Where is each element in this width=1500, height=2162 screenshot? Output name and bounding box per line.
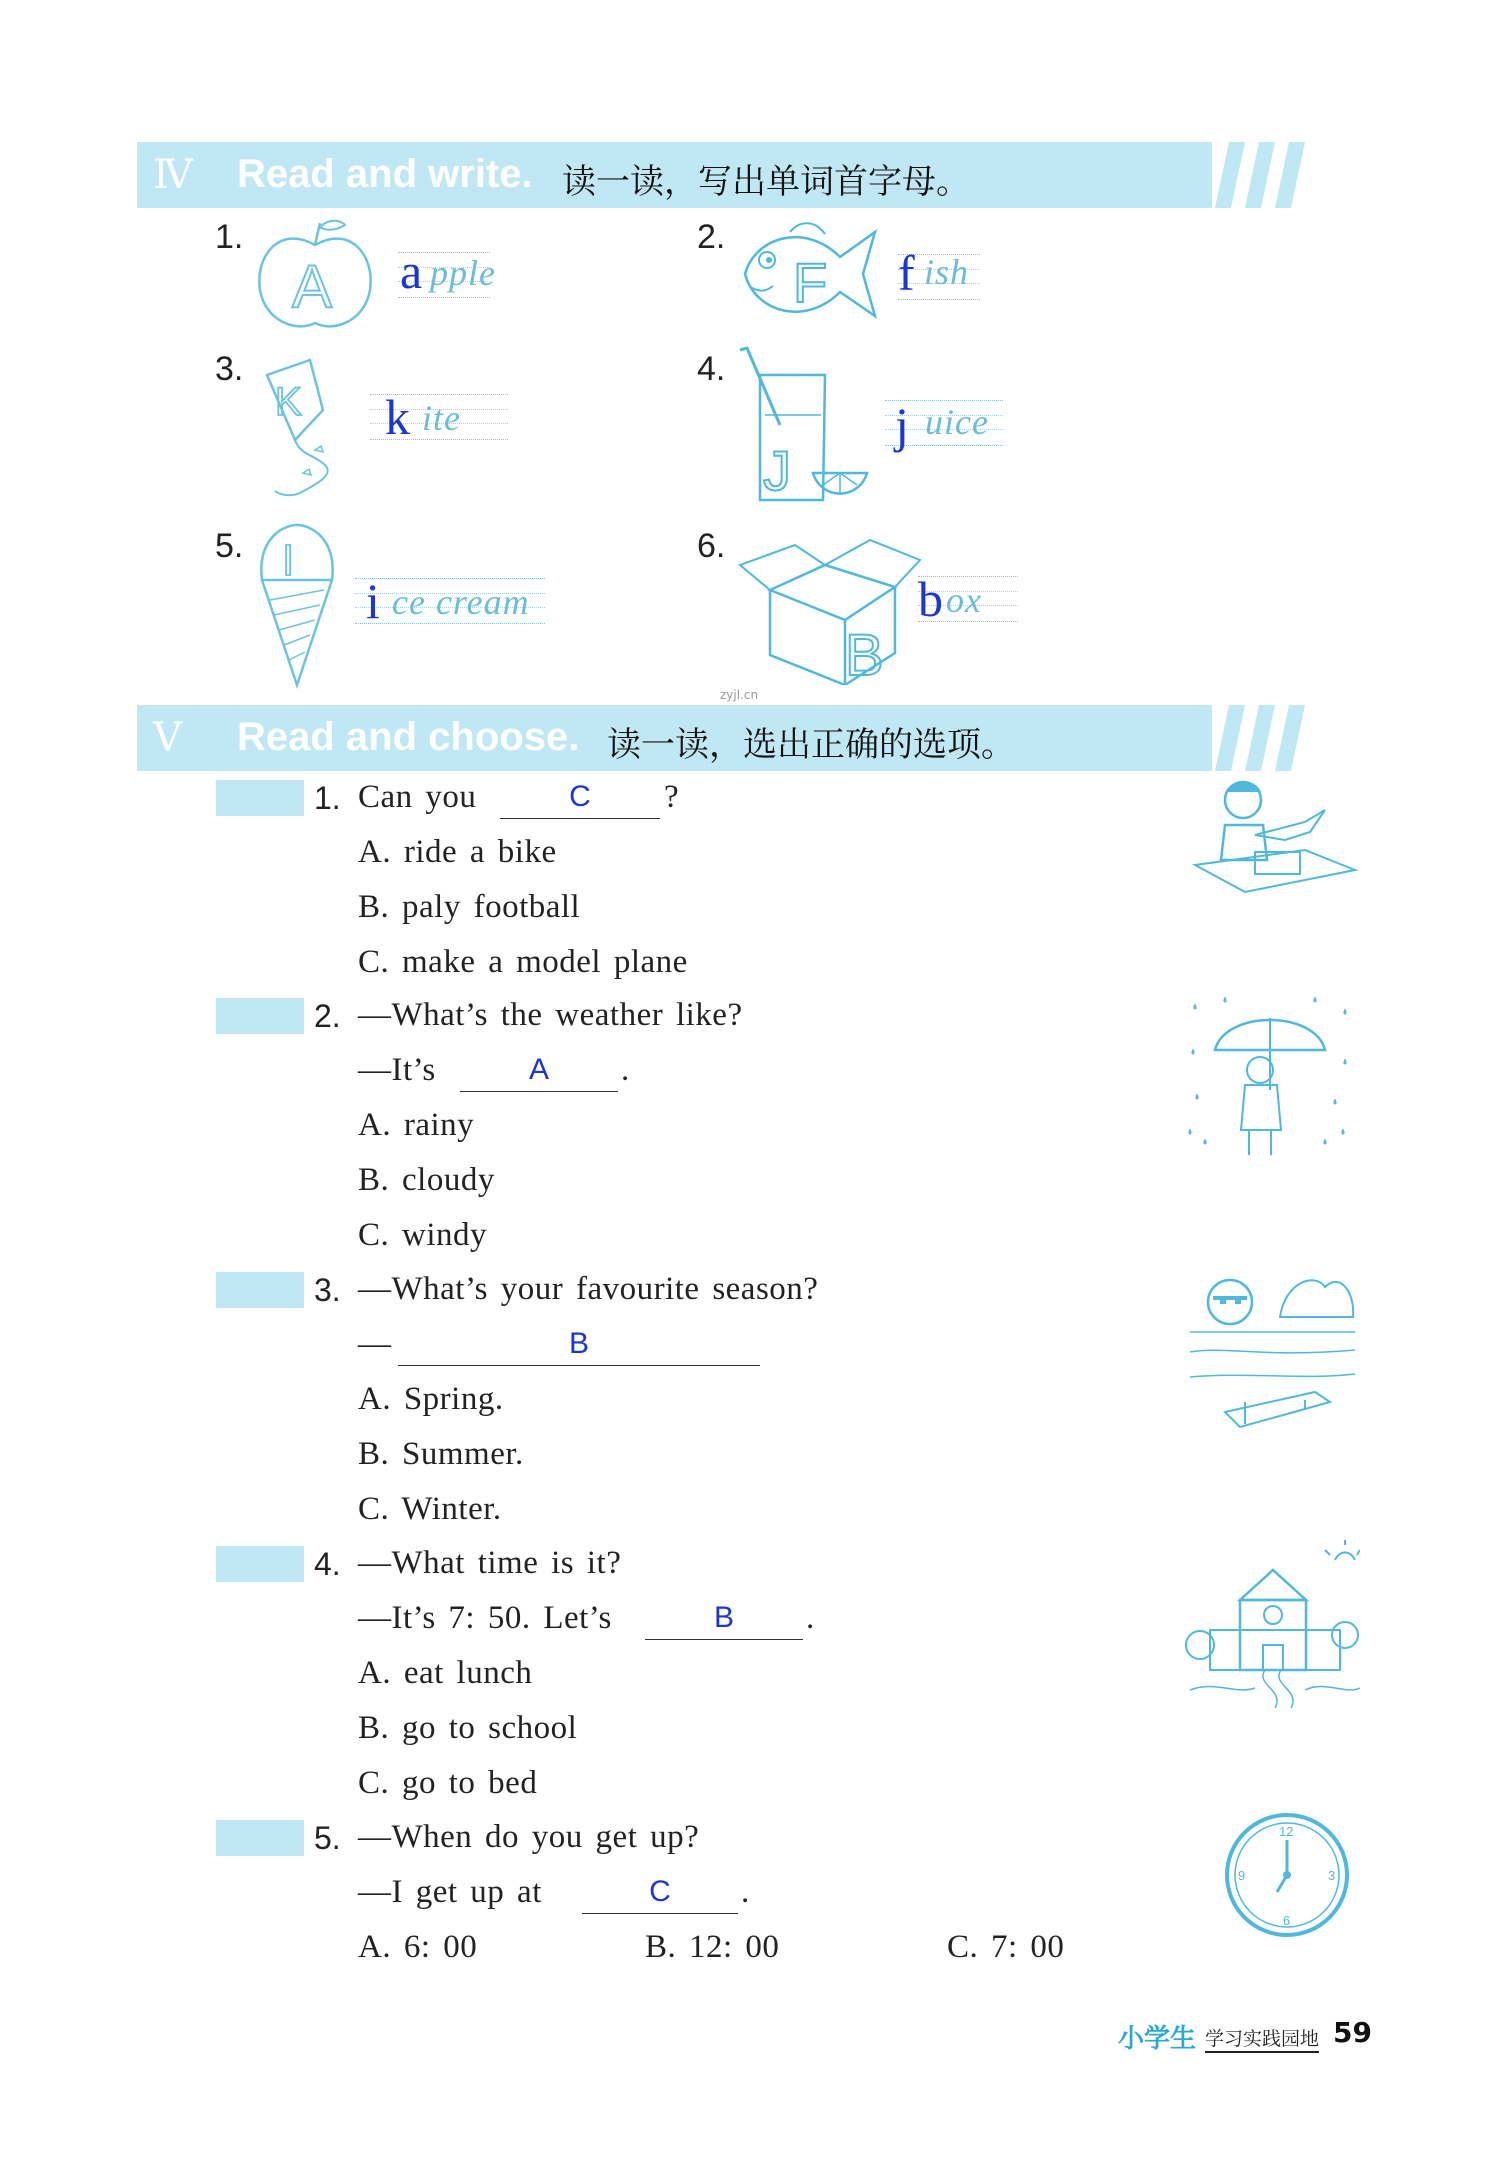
word-rest-2: ish bbox=[924, 252, 970, 292]
q2-option-c: C. windy bbox=[358, 1217, 488, 1253]
answer-letter-3: k bbox=[385, 389, 410, 445]
section-5-banner bbox=[137, 705, 1212, 771]
question-1-prompt: Can you bbox=[358, 779, 477, 815]
answer-letter-4: j bbox=[895, 397, 909, 453]
section-5-title-en: Read and choose. bbox=[237, 715, 580, 759]
q4-option-c: C. go to bed bbox=[358, 1765, 538, 1801]
svg-text:F: F bbox=[793, 251, 828, 314]
kite-icon bbox=[255, 355, 365, 500]
q2-option-b: B. cloudy bbox=[358, 1162, 495, 1198]
word-rest-6: ox bbox=[946, 580, 982, 620]
girl-umbrella-rain-icon bbox=[1185, 990, 1355, 1170]
svg-text:6: 6 bbox=[1283, 1913, 1291, 1928]
box-icon bbox=[735, 525, 925, 685]
question-3-prompt: —What’s your favourite season? bbox=[358, 1271, 819, 1307]
item-4-number: 4. bbox=[697, 350, 726, 388]
q1-option-b: B. paly football bbox=[358, 889, 581, 925]
answer-blank-3[interactable]: B bbox=[398, 1331, 760, 1366]
question-5-reply: —I get up at bbox=[358, 1874, 542, 1910]
q3-option-c: C. Winter. bbox=[358, 1491, 502, 1527]
score-box-3 bbox=[216, 1272, 304, 1308]
answer-blank-2[interactable]: A bbox=[460, 1057, 618, 1092]
q4-option-a: A. eat lunch bbox=[358, 1655, 533, 1691]
question-5-end: . bbox=[741, 1874, 750, 1910]
svg-text:A: A bbox=[292, 253, 333, 320]
question-4-prompt: —What time is it? bbox=[358, 1545, 622, 1581]
question-3-reply: — bbox=[358, 1326, 392, 1362]
score-box-1 bbox=[216, 780, 304, 816]
svg-text:12: 12 bbox=[1279, 1824, 1294, 1839]
question-2-number: 2. bbox=[314, 998, 341, 1034]
question-4-end: . bbox=[806, 1600, 815, 1636]
svg-text:I: I bbox=[282, 536, 295, 585]
section-4-title-en: Read and write. bbox=[237, 152, 533, 196]
word-rest-3: ite bbox=[422, 398, 461, 438]
question-2-end: . bbox=[621, 1052, 630, 1088]
section-5-title-zh: 读一读，选出正确的选项。 bbox=[607, 725, 1015, 765]
question-5-prompt: —When do you get up? bbox=[358, 1819, 700, 1855]
footer-subtitle: 学习实践园地 bbox=[1205, 2024, 1319, 2053]
question-2-reply: —It’s bbox=[358, 1052, 436, 1088]
answer-letter-1: a bbox=[400, 243, 423, 299]
question-5-number: 5. bbox=[314, 1820, 341, 1856]
item-2-number: 2. bbox=[697, 218, 726, 256]
score-box-5 bbox=[216, 1820, 304, 1856]
juice-glass-icon bbox=[735, 345, 870, 505]
score-box-2 bbox=[216, 998, 304, 1034]
q2-option-a: A. rainy bbox=[358, 1107, 475, 1143]
svg-text:3: 3 bbox=[1328, 1868, 1336, 1883]
q3-option-b: B. Summer. bbox=[358, 1436, 524, 1472]
section-4-title-zh: 读一读，写出单词首字母。 bbox=[562, 162, 970, 202]
svg-text:J: J bbox=[763, 439, 791, 502]
answer-letter-5: i bbox=[366, 573, 380, 629]
svg-text:B: B bbox=[845, 623, 884, 685]
svg-text:K: K bbox=[275, 380, 302, 424]
word-rest-5: ce cream bbox=[392, 582, 530, 622]
item-1-number: 1. bbox=[215, 218, 244, 256]
item-6-number: 6. bbox=[697, 527, 726, 565]
question-4-reply: —It’s 7: 50. Let’s bbox=[358, 1600, 612, 1636]
answer-blank-4[interactable]: B bbox=[645, 1605, 803, 1640]
school-building-icon bbox=[1185, 1540, 1360, 1710]
word-rest-1: pple bbox=[430, 253, 496, 293]
q5-option-b: B. 12: 00 bbox=[645, 1929, 780, 1965]
q5-option-c: C. 7: 00 bbox=[947, 1929, 1065, 1965]
section-5-roman: Ⅴ bbox=[153, 715, 182, 761]
score-box-4 bbox=[216, 1546, 304, 1582]
question-1-number: 1. bbox=[314, 780, 341, 816]
question-2-prompt: —What’s the weather like? bbox=[358, 997, 743, 1033]
ice-cream-icon bbox=[252, 520, 342, 690]
answer-letter-6: b bbox=[918, 571, 943, 627]
section-4-roman: Ⅳ bbox=[153, 152, 193, 198]
answer-letter-2: f bbox=[898, 245, 915, 301]
fish-icon bbox=[735, 212, 885, 337]
answer-blank-5[interactable]: C bbox=[582, 1879, 738, 1914]
watermark: zyjl.cn bbox=[720, 688, 759, 702]
item-5-number: 5. bbox=[215, 527, 244, 565]
q4-option-b: B. go to school bbox=[358, 1710, 578, 1746]
question-4-number: 4. bbox=[314, 1546, 341, 1582]
question-1-end: ? bbox=[664, 779, 680, 815]
svg-text:9: 9 bbox=[1238, 1868, 1246, 1883]
q1-option-a: A. ride a bike bbox=[358, 834, 557, 870]
q3-option-a: A. Spring. bbox=[358, 1381, 504, 1417]
boy-model-plane-icon bbox=[1185, 770, 1360, 895]
question-3-number: 3. bbox=[314, 1272, 341, 1308]
q1-option-c: C. make a model plane bbox=[358, 944, 688, 980]
beach-sun-icon bbox=[1185, 1262, 1360, 1432]
answer-blank-1[interactable]: C bbox=[500, 784, 660, 819]
apple-icon bbox=[250, 215, 380, 335]
section-4-banner bbox=[137, 142, 1212, 208]
q5-option-a: A. 6: 00 bbox=[358, 1929, 478, 1965]
clock-icon bbox=[1222, 1810, 1352, 1940]
page-number: 59 bbox=[1333, 2016, 1372, 2049]
word-rest-4: uice bbox=[925, 402, 989, 442]
footer-brand: 小学生 bbox=[1118, 2024, 1197, 2054]
item-3-number: 3. bbox=[215, 350, 244, 388]
